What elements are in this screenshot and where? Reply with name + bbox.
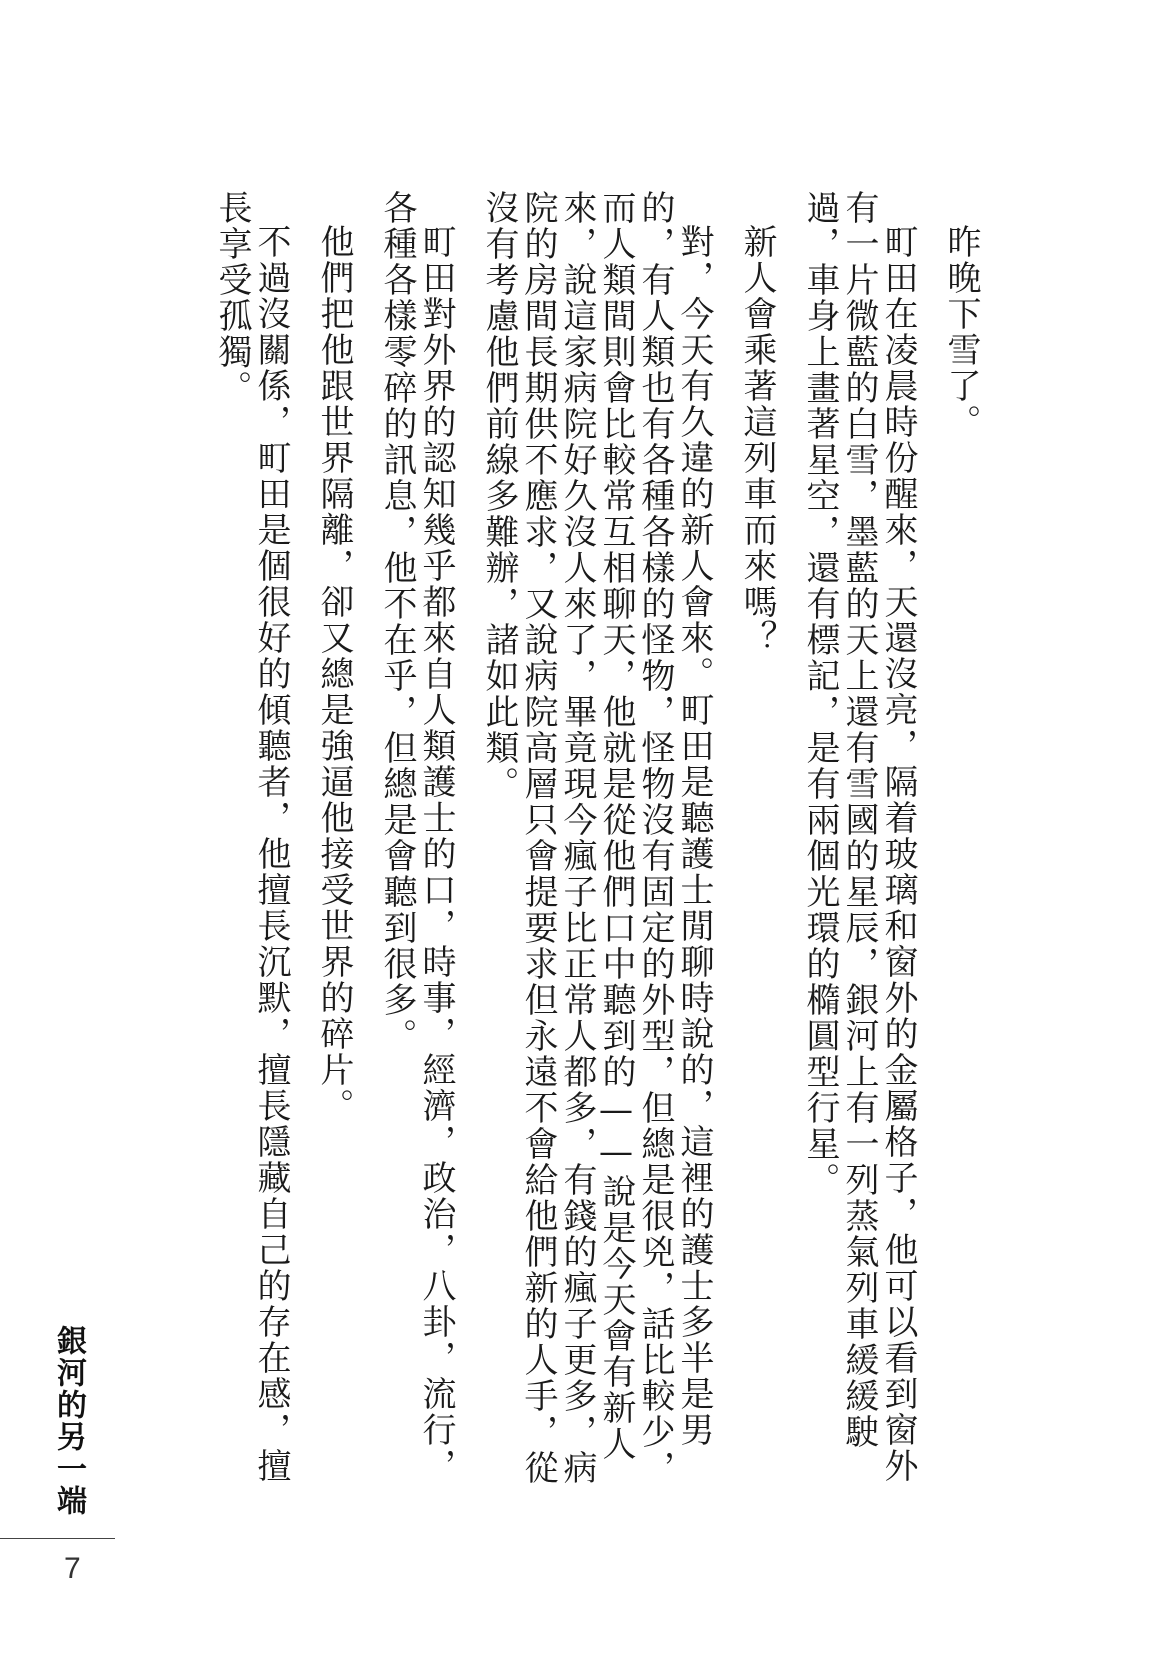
- paragraph: 町田在凌晨時份醒來，天還沒亮，隔着玻璃和窗外的金屬格子，他可以看到窗外有一片微藍的白雪，墨藍的天上還有雪國的星辰，銀河上有一列蒸氣列車緩緩駛過，車身上畫著星空，還有標記，是有兩個光環的橢圓型行星。: [800, 190, 918, 1484]
- page-number: 7: [64, 1552, 81, 1585]
- paragraph: 他們把他跟世界隔離，卻又總是強逼他接受世界的碎片。: [314, 224, 354, 1124]
- running-title: 銀河的另一端: [51, 1325, 86, 1517]
- paragraph: 昨晚下雪了。: [941, 224, 981, 440]
- footer-rule: [0, 1538, 115, 1539]
- paragraph: 不過沒關係，町田是個很好的傾聽者，他擅長沉默，擅長隱藏自己的存在感，擅長享受孤獨。: [212, 190, 291, 1484]
- paragraph: 對，今天有久違的新人會來。町田是聽護士閒聊時說的，這裡的護士多半是男的，有人類也有各種各樣的怪物，怪物沒有固定的外型，但總是很兇，話比較少，而人類間則會比較常互相聊天，他就是從他們口中聽到的——說是今天會有新人來，說這家病院好久沒人來了，畢竟現今瘋子比正常人都多，有錢的瘋子更多，病院的房間長期供不應求，又說病院高層只會提要求但永遠不會給他們新的人手，從沒有考慮他們前線多難辦，諸如此類。: [479, 190, 714, 1486]
- paragraph: 町田對外界的認知幾乎都來自人類護士的口，時事，經濟，政治，八卦，流行，各種各樣零碎的訊息，他不在乎，但總是會聽到很多。: [377, 190, 456, 1484]
- body-text: [212, 190, 980, 1510]
- paragraph: 新人會乘著這列車而來嗎？: [737, 224, 777, 656]
